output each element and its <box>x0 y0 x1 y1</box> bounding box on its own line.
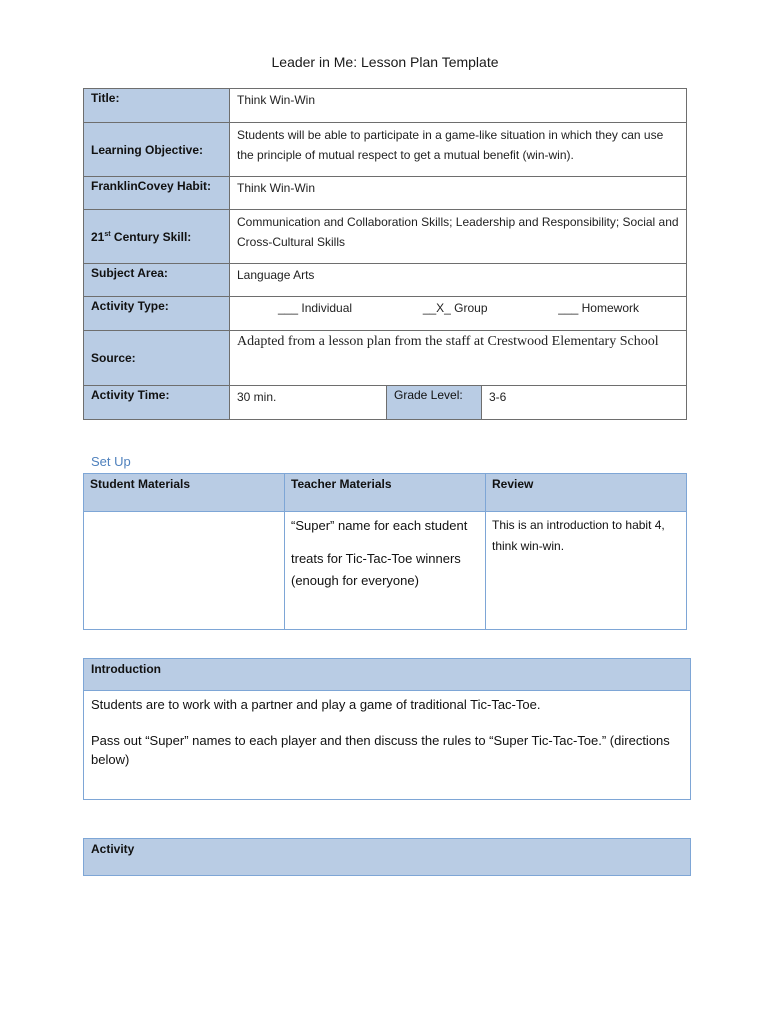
activity-type-value <box>230 297 687 331</box>
time-label: Activity Time: <box>84 386 230 420</box>
setup-body-row <box>84 512 687 630</box>
introduction-body <box>84 691 690 799</box>
activity-type-label: Activity Type: <box>84 297 230 331</box>
introduction-paragraph: Pass out “Super” names to each player and then discuss the rules to “Super Tic-Tac-Toe.” (directions below) <box>91 733 670 767</box>
source-value: Adapted from a lesson plan from the staff at Crestwood Elementary School <box>230 331 687 386</box>
teacher-materials-header: Teacher Materials <box>285 474 486 512</box>
time-value: 30 min. <box>230 386 387 420</box>
habit-row <box>84 177 687 210</box>
objective-value: Students will be able to participate in a game-like situation in which they can use the principle of mutual respect to get a mutual benefit (win-win). <box>230 123 687 177</box>
grade-label: Grade Level: <box>387 386 482 420</box>
teacher-material-item: treats for Tic-Tac-Toe winners (enough for everyone) <box>291 551 461 588</box>
activity-type-homework: ___ Homework <box>558 301 639 315</box>
student-materials-header: Student Materials <box>84 474 285 512</box>
setup-table <box>83 473 687 630</box>
introduction-section <box>83 658 691 800</box>
activity-type-row <box>84 297 687 331</box>
time-row <box>84 386 687 420</box>
review-cell: This is an introduction to habit 4, think win-win. <box>486 512 687 630</box>
skill-label-sup: st <box>104 230 111 238</box>
subject-row <box>84 264 687 297</box>
activity-type-individual: ___ Individual <box>278 301 353 315</box>
title-label: Title: <box>84 89 230 123</box>
teacher-materials-cell <box>285 512 486 630</box>
objective-label: Learning Objective: <box>84 123 230 177</box>
lesson-info-table <box>83 88 687 420</box>
activity-section <box>83 838 691 876</box>
introduction-header: Introduction <box>84 659 690 691</box>
source-row <box>84 331 687 386</box>
subject-value: Language Arts <box>230 264 687 297</box>
objective-row <box>84 123 687 177</box>
activity-header: Activity <box>84 839 690 875</box>
habit-value: Think Win-Win <box>230 177 687 210</box>
grade-value: 3-6 <box>482 386 687 420</box>
source-label: Source: <box>84 331 230 386</box>
title-row <box>84 89 687 123</box>
subject-label: Subject Area: <box>84 264 230 297</box>
student-materials-cell <box>84 512 285 630</box>
review-header: Review <box>486 474 687 512</box>
skill-label-text: Century Skill: <box>110 229 192 244</box>
title-value: Think Win-Win <box>230 89 687 123</box>
teacher-material-item: “Super” name for each student <box>291 518 468 533</box>
skill-label-number: 21 <box>91 229 105 244</box>
habit-label: FranklinCovey Habit: <box>84 177 230 210</box>
skill-value: Communication and Collaboration Skills; Leadership and Responsibility; Social and Cross-Cultural Skills <box>230 210 687 264</box>
setup-caption: Set Up <box>91 454 131 469</box>
introduction-paragraph: Students are to work with a partner and play a game of traditional Tic-Tac-Toe. <box>91 697 541 712</box>
document-title: Leader in Me: Lesson Plan Template <box>271 54 499 70</box>
activity-type-group: __X_ Group <box>422 301 488 315</box>
setup-header-row <box>84 474 687 512</box>
skill-row <box>84 210 687 264</box>
skill-label <box>84 210 230 264</box>
